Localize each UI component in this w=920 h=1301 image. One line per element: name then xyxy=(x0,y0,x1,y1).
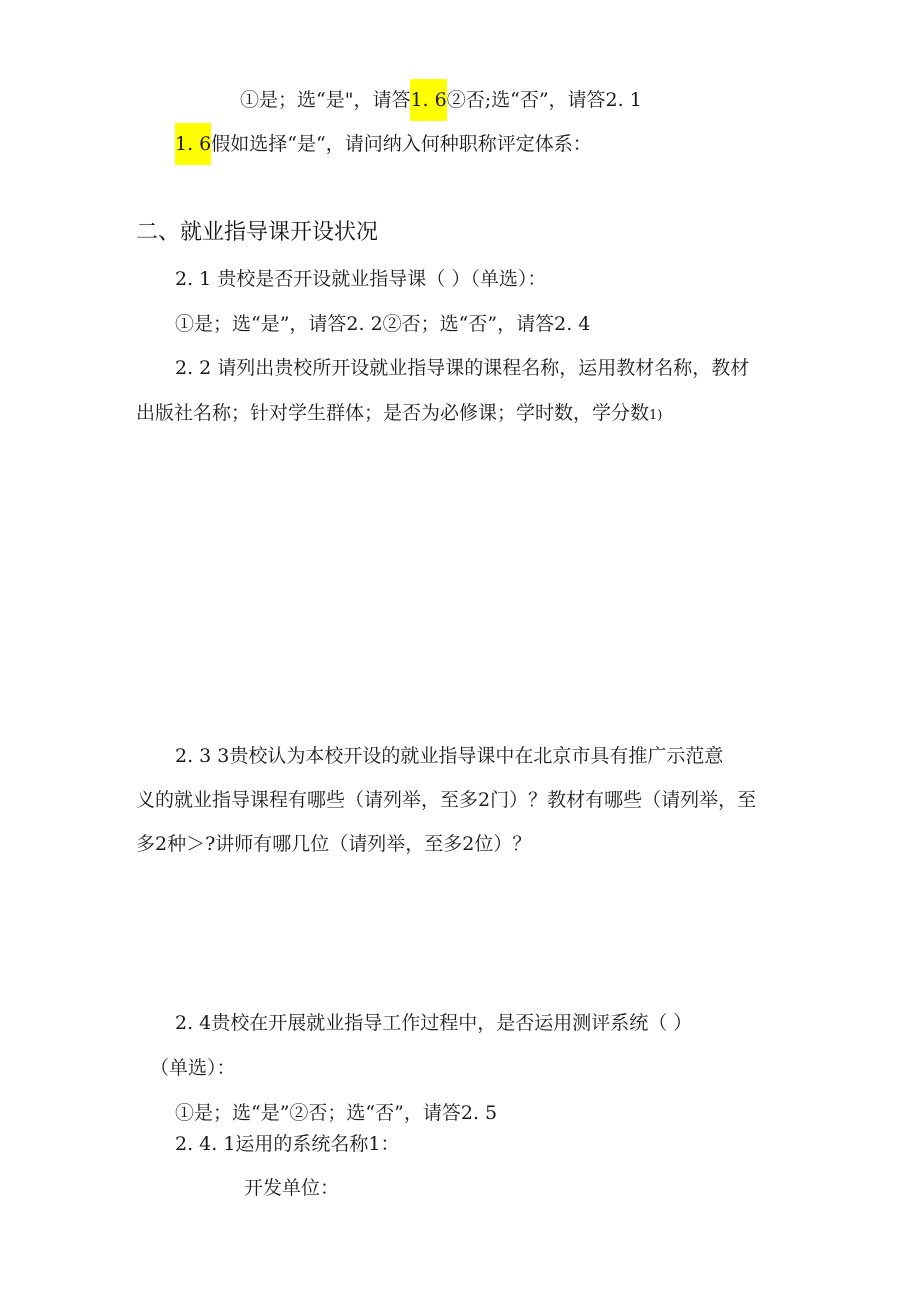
highlight-marker: 1. 6 xyxy=(175,123,211,165)
developer-label: 开发单位： xyxy=(244,1177,340,1199)
q24-question-line2: （单选）： xyxy=(150,1057,236,1079)
q21-options: ①是；选“是”，请答2. 2②否；选“否”，请答2. 4 xyxy=(175,313,591,335)
q23-question-line1: 2. 3 3贵校认为本校开设的就业指导课中在北京市具有推广示范意 xyxy=(175,745,724,767)
section-heading: 二、就业指导课开设状况 xyxy=(136,220,379,245)
footnote-mark: 1) xyxy=(649,408,663,423)
highlight-marker: 1. 6 xyxy=(410,79,446,121)
q22-question-line1: 2. 2 请列出贵校所开设就业指导课的课程名称，运用教材名称，教材 xyxy=(175,357,750,379)
q23-question-line2: 义的就业指导课程有哪些（请列举，至多2门）？教材有哪些（请列举，至 xyxy=(136,789,757,811)
q21-question: 2. 1 贵校是否开设就业指导课（ ）（单选）： xyxy=(175,268,547,290)
q22-question-text: 出版社名称；针对学生群体；是否为必修课；学时数，学分数 xyxy=(136,402,650,424)
q22-question-line2 xyxy=(136,400,662,429)
q16-question-text: 假如选择“是“，请问纳入何种职称评定体系： xyxy=(211,133,592,155)
q1-option-yes-text: ①是；选“是"，请答 xyxy=(240,89,411,111)
q241-question: 2. 4. 1运用的系统名称1： xyxy=(175,1133,400,1155)
q24-question-line1: 2. 4贵校在开展就业指导工作过程中，是否运用测评系统（ ） xyxy=(175,1012,693,1034)
q1-options-line xyxy=(240,87,642,113)
q24-options: ①是；选“是”②否；选“否”，请答2. 5 xyxy=(175,1102,498,1124)
q23-question-line3: 多2种＞?讲师有哪几位（请列举，至多2位）？ xyxy=(136,833,532,855)
q1-option-no-text: ②否;选“否”，请答2. 1 xyxy=(446,89,642,111)
q16-question-line xyxy=(175,131,592,157)
